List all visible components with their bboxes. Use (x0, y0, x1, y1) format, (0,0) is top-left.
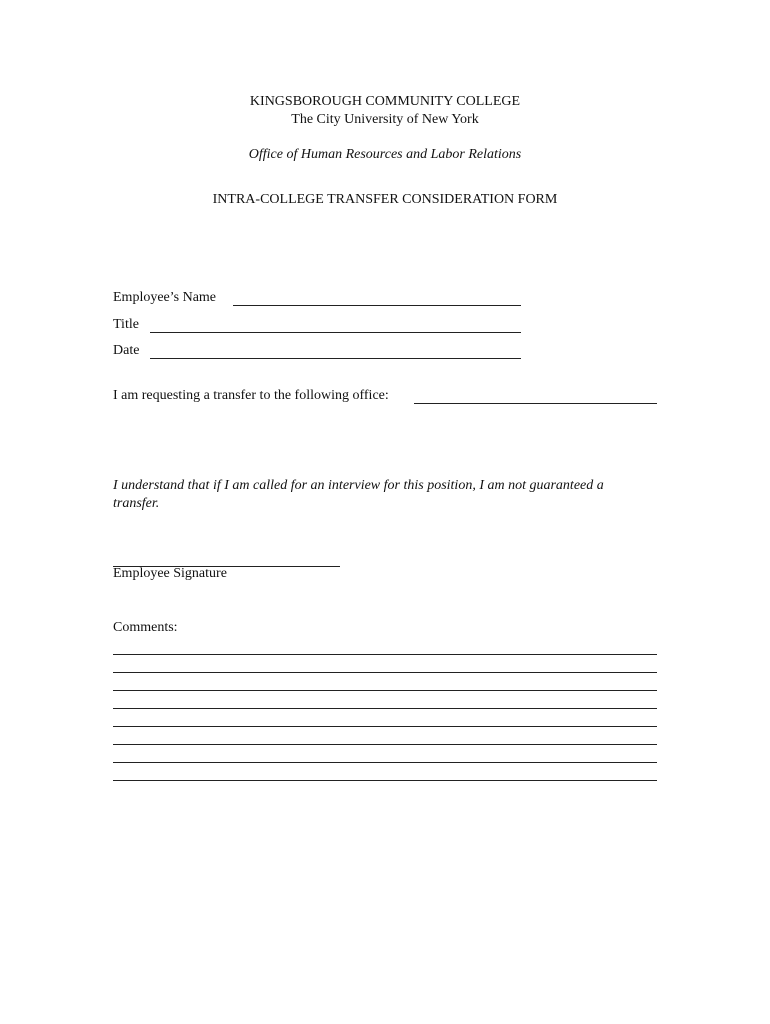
employee-name-field[interactable] (233, 305, 521, 306)
university-name: The City University of New York (291, 112, 479, 127)
comment-line[interactable] (113, 672, 657, 673)
date-field[interactable] (150, 358, 521, 359)
statement-line-1: I understand that if I am called for an interview for this position, I am not guaranteed a (113, 478, 604, 493)
employee-name-label: Employee’s Name (113, 290, 217, 305)
transfer-office-field[interactable] (414, 403, 657, 404)
statement-line-2: transfer. (113, 496, 160, 511)
college-name: KINGSBOROUGH COMMUNITY COLLEGE (249, 94, 521, 109)
title-field[interactable] (150, 332, 521, 333)
date-label: Date (113, 343, 140, 358)
comment-line[interactable] (113, 690, 657, 691)
comment-line[interactable] (113, 654, 657, 655)
comment-line[interactable] (113, 708, 657, 709)
form-title: INTRA-COLLEGE TRANSFER CONSIDERATION FORM (212, 192, 558, 207)
comments-label: Comments: (113, 620, 178, 635)
comment-line[interactable] (113, 762, 657, 763)
signature-label: Employee Signature (113, 566, 227, 581)
transfer-request-label: I am requesting a transfer to the following office: (113, 388, 389, 403)
comment-line[interactable] (113, 744, 657, 745)
comment-line[interactable] (113, 780, 657, 781)
office-name: Office of Human Resources and Labor Relations (248, 147, 522, 162)
title-label: Title (113, 317, 139, 332)
comment-line[interactable] (113, 726, 657, 727)
